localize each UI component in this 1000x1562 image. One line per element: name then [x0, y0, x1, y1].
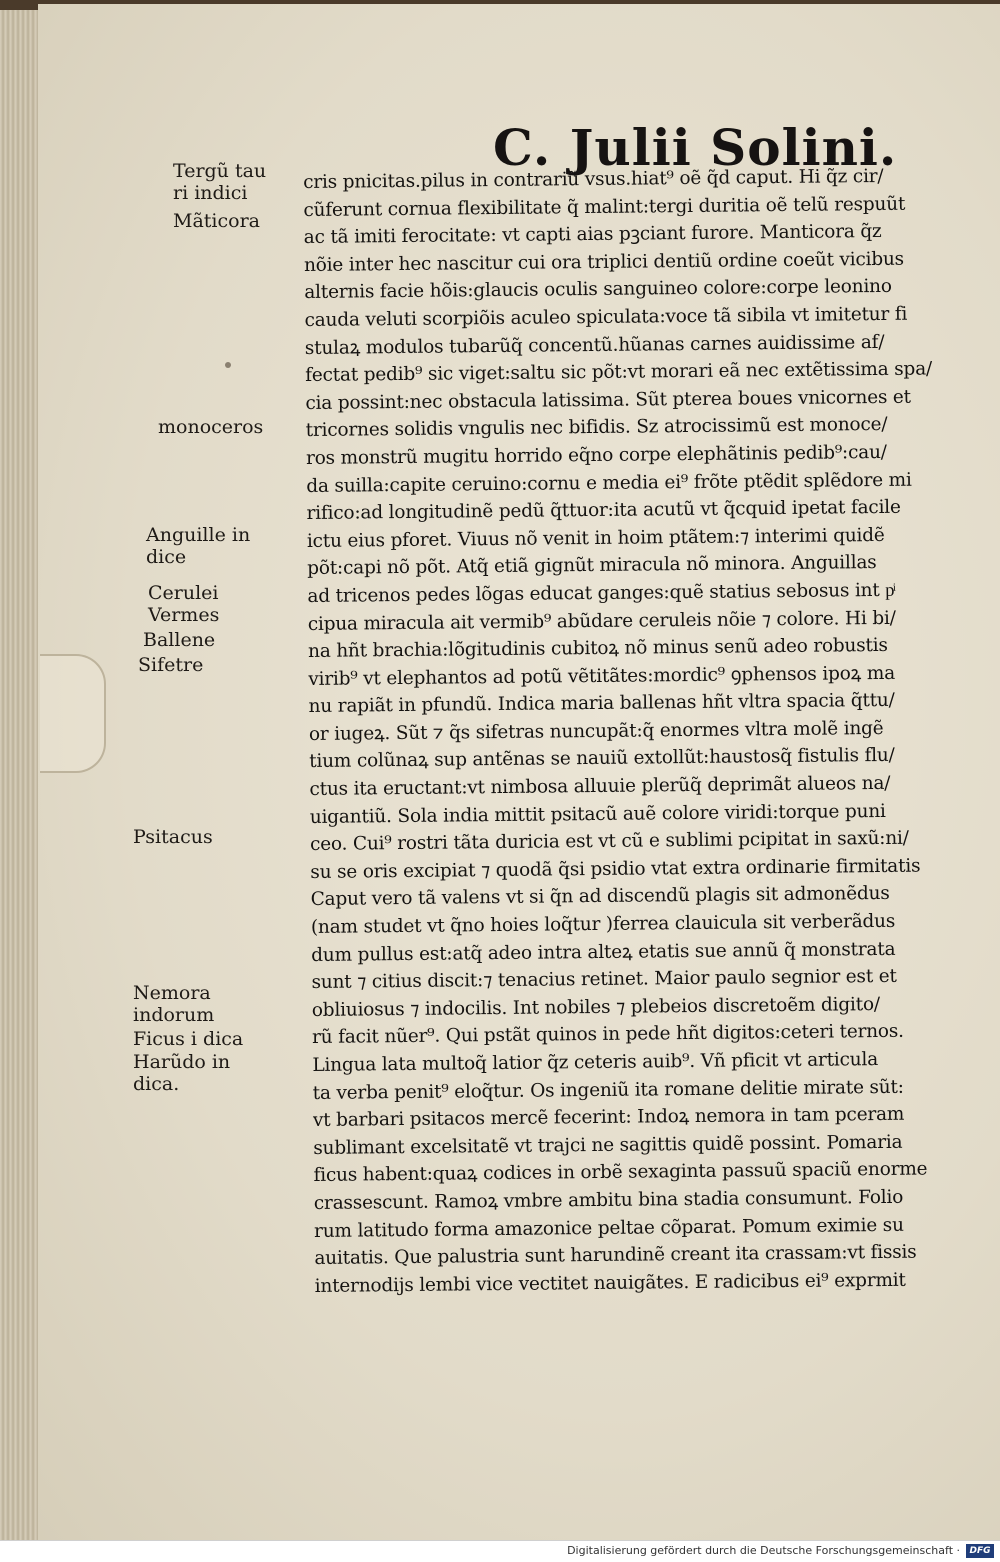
margin-note-anguille: Anguille in dice	[146, 524, 251, 568]
text-line: ac tã imiti ferocitate: vt capti aias pꝫciant furore. Manticora q̃z	[303, 221, 882, 249]
text-line: cũferunt cornua flexibilitate q̃ malint:tergi duritia oẽ telũ respuũt	[303, 193, 906, 221]
text-line: su se oris excipiat ⁊ quodã q̃si psidio vtat extra ordinarie firmitatis	[310, 855, 921, 883]
text-line: cipua miracula ait vermib⁹ abũdare ceruleis nõie ⁊ colore. Hi bi/	[307, 607, 896, 635]
margin-note-nemora: Nemora indorum	[133, 982, 215, 1026]
text-line: tricornes solidis vngulis nec bifidis. Sz atrocissimũ est monoce/	[305, 414, 888, 442]
text-line: auitatis. Que palustria sunt harundinẽ creant ita crassam:vt fissis	[314, 1241, 917, 1270]
text-line: rum latitudo forma amazonice peltae cõparat. Pomum eximie su	[314, 1214, 904, 1242]
text-line: ad tricenos pedes lõgas educat ganges:quẽ statius sebosus int pͥ	[307, 579, 895, 607]
text-line: ictu eius pforet. Viuus nõ venit in hoim ptãtem:⁊ interimi quidẽ	[306, 524, 885, 552]
text-line: sublimant excelsitatẽ vt trajci ne sagittis quidẽ possint. Pomaria	[313, 1131, 903, 1159]
text-line: cauda veluti scorpiõis aculeo spiculata:voce tã sibila vt imitetur fi	[304, 303, 908, 331]
margin-note-tergum: Tergũ tau ri indici	[173, 160, 267, 204]
text-line: nõie inter hec nascitur cui ora triplici dentiũ ordine coeũt vicibus	[303, 248, 905, 276]
digitization-footer	[0, 1540, 1000, 1562]
text-line: põt:capi nõ põt. Atq̃ etiã gignũt miracula nõ minora. Anguillas	[307, 552, 877, 580]
text-line: ta verba penit⁹ eloq̃tur. Os ingeniũ ita romane delitie mirate sũt:	[312, 1076, 904, 1104]
text-line: stulaꝝ modulos tubarũq̃ concentũ.hũanas carnes auidissime af/	[304, 331, 885, 359]
text-line: Caput vero tã valens vt si q̃n ad discendũ plagis sit admonẽdus	[310, 883, 890, 911]
text-line: fectat pedib⁹ sic viget:saltu sic põt:vt morari eã nec extẽtissima spa/	[305, 358, 933, 387]
main-text-block	[303, 162, 1000, 1301]
text-line: ros monstrũ mugitu horrido eq̃no corpe elephãtinis pedib⁹:cau/	[305, 441, 887, 469]
text-line: ceo. Cui⁹ rostri tãta duricia est vt cũ e sublimi pcipitat in saxũ:ni/	[309, 827, 909, 856]
text-line: crassescunt. Ramoꝝ vmbre ambitu bina stadia consumunt. Folio	[313, 1186, 904, 1214]
text-line: rifico:ad longitudinẽ pedũ q̃ttuor:ita acutũ vt q̃cquid ipetat facile	[306, 496, 901, 525]
text-line: obliuiosus ⁊ indocilis. Int nobiles ⁊ plebeios discretoẽm digito/	[311, 993, 880, 1021]
margin-note-psitacus: Psitacus	[133, 826, 213, 848]
text-line: dum pullus est:atq̃ adeo intra alteꝝ etatis sue annũ q̃ monstrata	[311, 938, 896, 966]
margin-note-manticora: Mãticora	[173, 210, 260, 232]
text-line: rũ facit nũer⁹. Qui pstãt quinos in pede hñt digitos:ceteri ternos.	[311, 1021, 904, 1049]
page-clip	[40, 654, 106, 773]
book-page-edges	[0, 10, 41, 1540]
text-line: cris pnicitas.pilus in contrariũ vsus.hiat⁹ oẽ q̃d caput. Hi q̃z cir/	[303, 165, 884, 193]
margin-note-ficus: Ficus i dica	[133, 1028, 244, 1050]
margin-note-ballene: Ballene	[143, 629, 216, 651]
text-line: internodijs lembi vice vectitet nauigãtes. E radicibus ei⁹ exprmit	[314, 1269, 906, 1297]
footer-credit: Digitalisierung gefördert durch die Deutsche Forschungsgemeinschaft ·	[567, 1544, 960, 1557]
text-line: cia possint:nec obstacula latissima. Sũt pterea boues vnicornes et	[305, 386, 911, 414]
text-line: ficus habent:quaꝝ codices in orbẽ sexaginta passuũ spaciũ enorme	[313, 1158, 928, 1187]
text-line: virib⁹ vt elephantos ad potũ vẽtitãtes:mordic⁹ ꝯphensos ipoꝝ ma	[308, 662, 896, 690]
text-line: na hñt brachia:lõgitudinis cubitoꝝ nõ minus senũ adeo robustis	[307, 634, 888, 663]
text-line: tium colũnaꝝ sup antẽnas se nauiũ extollũt:haustosq̃ fistulis flu/	[309, 745, 895, 773]
margin-note-sifetre: Sifetre	[138, 654, 204, 676]
text-line: Lingua lata multoq̃ latior q̃z ceteris auib⁹. Vñ pficit vt articula	[312, 1049, 879, 1076]
ink-spot	[225, 362, 231, 368]
text-line: da suilla:capite ceruino:cornu e media ei⁹ frõte ptẽdit splẽdore mi	[306, 469, 912, 497]
running-head: C. Julii Solini.	[493, 118, 898, 177]
text-line: ctus ita eructant:vt nimbosa alluuie plerũq̃ deprimãt alueos na/	[309, 772, 891, 801]
text-line: vt barbari psitacos mercẽ fecerint: Indoꝝ nemora in tam pceram	[312, 1103, 905, 1132]
margin-note-monoceros: monoceros	[158, 416, 264, 438]
dfg-logo: DFG	[966, 1544, 994, 1558]
text-line: or iugeꝝ. Sũt ⁊ q̃s sifetras nuncupãt:q̃ enormes vltra molẽ ingẽ	[308, 717, 884, 745]
margin-note-harundo: Harũdo in dica.	[133, 1051, 231, 1095]
text-line: nu rapiãt in pfundũ. Indica maria ballenas hñt vltra spacia q̃ttu/	[308, 690, 895, 718]
book-leaf	[38, 4, 1000, 1540]
text-line: uigantiũ. Sola india mittit psitacũ auẽ colore viridi:torque puni	[309, 800, 886, 828]
text-line: alternis facie hõis:glaucis oculis sanguineo colore:corpe leonino	[304, 276, 892, 304]
text-line: (nam studet vt q̃no hoies loq̃tur )ferrea clauicula sit verberãdus	[310, 910, 896, 938]
margin-note-cerulei-vermes: Cerulei Vermes	[148, 582, 220, 626]
text-line: sunt ⁊ citius discit:⁊ tenacius retinet. Maior paulo segnior est et	[311, 966, 897, 994]
